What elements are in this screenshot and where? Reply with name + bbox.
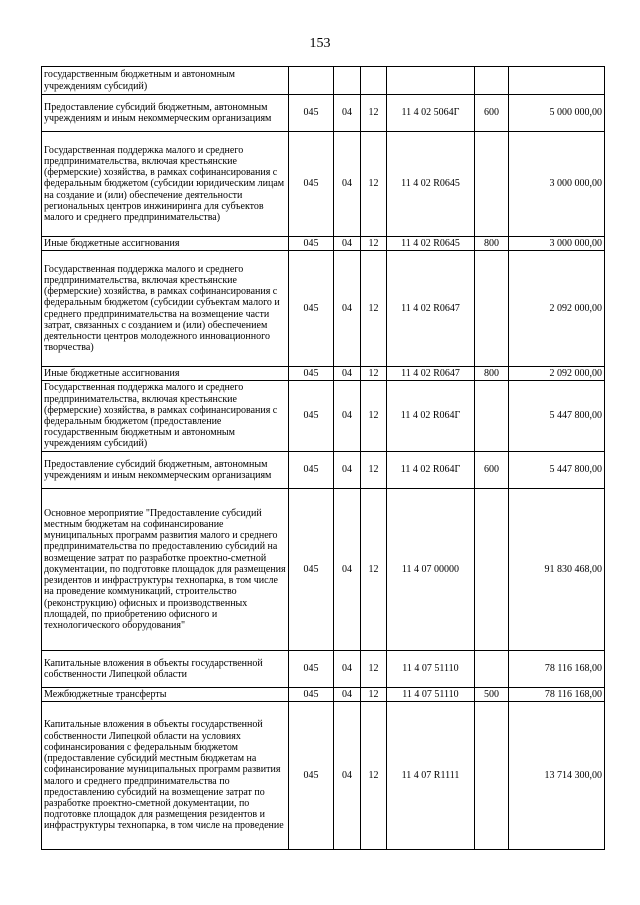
cell-section: 04 [334, 132, 361, 237]
cell-section: 04 [334, 452, 361, 489]
cell-section: 04 [334, 95, 361, 132]
cell-amount [509, 67, 605, 95]
row-name: Капитальные вложения в объекты государственной собственности Липецкой области [42, 651, 289, 688]
cell-subsection: 12 [361, 367, 387, 381]
table-row [42, 251, 605, 367]
cell-target-article: 11 4 07 51110 [387, 688, 475, 702]
row-name: Предоставление субсидий бюджетным, автономным учреждениям и иным некоммерческим организациям [42, 452, 289, 489]
cell-ministry-code: 045 [289, 132, 334, 237]
cell-expense-type [475, 651, 509, 688]
cell-amount: 2 092 000,00 [509, 367, 605, 381]
row-name: государственным бюджетным и автономным учреждениям субсидий) [42, 67, 289, 95]
cell-section: 04 [334, 688, 361, 702]
cell-section: 04 [334, 251, 361, 367]
table-row [42, 688, 605, 702]
cell-ministry-code: 045 [289, 702, 334, 850]
cell-section: 04 [334, 702, 361, 850]
budget-table-body [42, 67, 605, 850]
cell-subsection: 12 [361, 702, 387, 850]
cell-ministry-code: 045 [289, 367, 334, 381]
cell-expense-type: 600 [475, 95, 509, 132]
cell-target-article: 11 4 07 R1111 [387, 702, 475, 850]
cell-target-article: 11 4 02 R0647 [387, 367, 475, 381]
cell-target-article: 11 4 07 00000 [387, 489, 475, 651]
row-name: Государственная поддержка малого и среднего предпринимательства, включая крестьянские (фермерские) хозяйства, в рамках софинансирования с федеральным бюджетом (предоставление государственным бюджетным и автономным учреждениям субсидий) [42, 381, 289, 452]
cell-ministry-code: 045 [289, 688, 334, 702]
cell-amount: 5 447 800,00 [509, 381, 605, 452]
table-row [42, 67, 605, 95]
table-row [42, 489, 605, 651]
cell-section: 04 [334, 237, 361, 251]
cell-expense-type: 500 [475, 688, 509, 702]
page-number: 153 [309, 36, 331, 51]
cell-amount: 3 000 000,00 [509, 237, 605, 251]
cell-target-article: 11 4 02 R0647 [387, 251, 475, 367]
cell-expense-type [475, 381, 509, 452]
cell-subsection [361, 67, 387, 95]
cell-expense-type: 800 [475, 237, 509, 251]
cell-amount: 5 000 000,00 [509, 95, 605, 132]
cell-subsection: 12 [361, 688, 387, 702]
cell-section [334, 67, 361, 95]
cell-target-article: 11 4 07 51110 [387, 651, 475, 688]
cell-expense-type: 800 [475, 367, 509, 381]
cell-expense-type: 600 [475, 452, 509, 489]
cell-expense-type [475, 132, 509, 237]
cell-ministry-code: 045 [289, 251, 334, 367]
cell-target-article: 11 4 02 5064Г [387, 95, 475, 132]
cell-ministry-code: 045 [289, 651, 334, 688]
cell-expense-type [475, 489, 509, 651]
cell-amount: 3 000 000,00 [509, 132, 605, 237]
cell-target-article [387, 67, 475, 95]
cell-ministry-code: 045 [289, 95, 334, 132]
cell-subsection: 12 [361, 132, 387, 237]
row-name: Государственная поддержка малого и среднего предпринимательства, включая крестьянские (фермерские) хозяйства, в рамках софинансирования с федеральным бюджетом (субсидии субъектам малого и среднего предпринимательства на возмещение части затрат, связанных с созданием и (или) обеспечением деятельности центров молодежного инновационного творчества) [42, 251, 289, 367]
table-row [42, 702, 605, 850]
row-name: Иные бюджетные ассигнования [42, 367, 289, 381]
cell-amount: 78 116 168,00 [509, 688, 605, 702]
cell-expense-type [475, 67, 509, 95]
cell-section: 04 [334, 367, 361, 381]
table-row [42, 95, 605, 132]
cell-subsection: 12 [361, 251, 387, 367]
row-name: Государственная поддержка малого и среднего предпринимательства, включая крестьянские (фермерские) хозяйства, в рамках софинансирования с федеральным бюджетом (субсидии юридическим лицам на создание и (или) обеспечение деятельности региональных центров инжиниринга для субъектов малого и среднего предпринимательства) [42, 132, 289, 237]
cell-target-article: 11 4 02 R064Г [387, 452, 475, 489]
cell-subsection: 12 [361, 237, 387, 251]
cell-subsection: 12 [361, 452, 387, 489]
cell-amount: 13 714 300,00 [509, 702, 605, 850]
row-name: Предоставление субсидий бюджетным, автономным учреждениям и иным некоммерческим организациям [42, 95, 289, 132]
cell-section: 04 [334, 381, 361, 452]
table-row [42, 452, 605, 489]
cell-amount: 91 830 468,00 [509, 489, 605, 651]
cell-ministry-code: 045 [289, 381, 334, 452]
cell-target-article: 11 4 02 R0645 [387, 132, 475, 237]
row-name: Иные бюджетные ассигнования [42, 237, 289, 251]
cell-amount: 78 116 168,00 [509, 651, 605, 688]
cell-ministry-code: 045 [289, 489, 334, 651]
table-row [42, 367, 605, 381]
cell-ministry-code: 045 [289, 452, 334, 489]
cell-subsection: 12 [361, 651, 387, 688]
cell-section: 04 [334, 489, 361, 651]
table-row [42, 237, 605, 251]
row-name: Капитальные вложения в объекты государственной собственности Липецкой области на условиях софинансирования с федеральным бюджетом (предоставление субсидий местным бюджетам на софинансирование муниципальных программ развития малого и среднего предпринимательства по предоставлению субсидий на возмещение затрат по разработке проектно-сметной документации, по подготовке площадок для размещения резидентов и инфраструктуры технопарка, в том числе на проведение [42, 702, 289, 850]
row-name: Межбюджетные трансферты [42, 688, 289, 702]
cell-amount: 2 092 000,00 [509, 251, 605, 367]
cell-section: 04 [334, 651, 361, 688]
cell-target-article: 11 4 02 R064Г [387, 381, 475, 452]
cell-ministry-code: 045 [289, 237, 334, 251]
table-row [42, 651, 605, 688]
cell-subsection: 12 [361, 381, 387, 452]
cell-subsection: 12 [361, 489, 387, 651]
cell-expense-type [475, 702, 509, 850]
table-row [42, 381, 605, 452]
cell-amount: 5 447 800,00 [509, 452, 605, 489]
cell-ministry-code [289, 67, 334, 95]
table-row [42, 132, 605, 237]
cell-subsection: 12 [361, 95, 387, 132]
budget-table [41, 66, 605, 850]
row-name: Основное мероприятие "Предоставление субсидий местным бюджетам на софинансирование муниципальных программ развития малого и среднего предпринимательства по предоставлению субсидий на возмещение затрат по разработке проектно-сметной документации, по подготовке площадок для размещения резидентов и инфраструктуры технопарка, в том числе на проведение коммуникаций, строительство (реконструкцию) офисных и производственных площадей, по приобретению офисного и технологического оборудования" [42, 489, 289, 651]
cell-expense-type [475, 251, 509, 367]
cell-target-article: 11 4 02 R0645 [387, 237, 475, 251]
